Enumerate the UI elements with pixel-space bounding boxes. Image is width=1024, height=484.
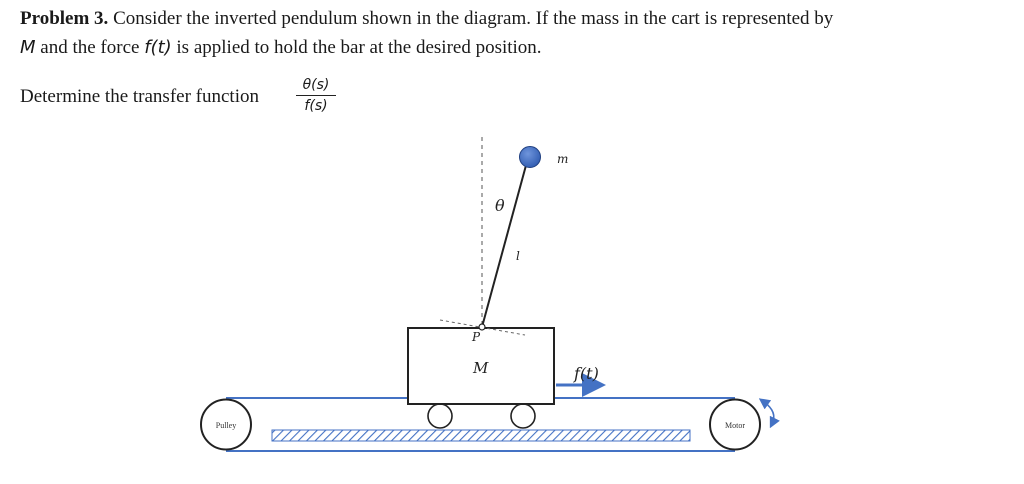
problem-text-part3: is applied to hold the bar at the desired position. bbox=[171, 37, 542, 58]
fraction-numerator: θ(s) bbox=[302, 77, 330, 93]
task-text: Determine the transfer function bbox=[20, 86, 259, 107]
pendulum-rod bbox=[482, 158, 528, 327]
motor-label: Motor bbox=[725, 421, 745, 430]
pulley-label: Pulley bbox=[215, 421, 237, 430]
angle-label: θ bbox=[495, 196, 505, 215]
problem-text-part1: Consider the inverted pendulum shown in the diagram. If the mass in the cart is represented by bbox=[108, 8, 834, 29]
pendulum-mass bbox=[520, 147, 541, 168]
var-M: M bbox=[20, 37, 36, 58]
hatched-track bbox=[272, 430, 690, 441]
problem-label: Problem 3. bbox=[20, 8, 109, 29]
problem-text-part2: and the force bbox=[35, 37, 145, 58]
force-label: f(t) bbox=[574, 364, 599, 383]
cart-wheel-right bbox=[511, 404, 535, 428]
fraction-denominator: f(s) bbox=[304, 98, 328, 114]
cart-mass-label: M bbox=[473, 359, 489, 377]
motor-rotation-arrow bbox=[764, 402, 774, 424]
var-force: f(t) bbox=[144, 37, 172, 58]
length-label: l bbox=[516, 249, 520, 263]
cart-wheel-left bbox=[428, 404, 452, 428]
mass-label: m bbox=[557, 152, 569, 166]
pivot-label: P bbox=[472, 330, 481, 344]
